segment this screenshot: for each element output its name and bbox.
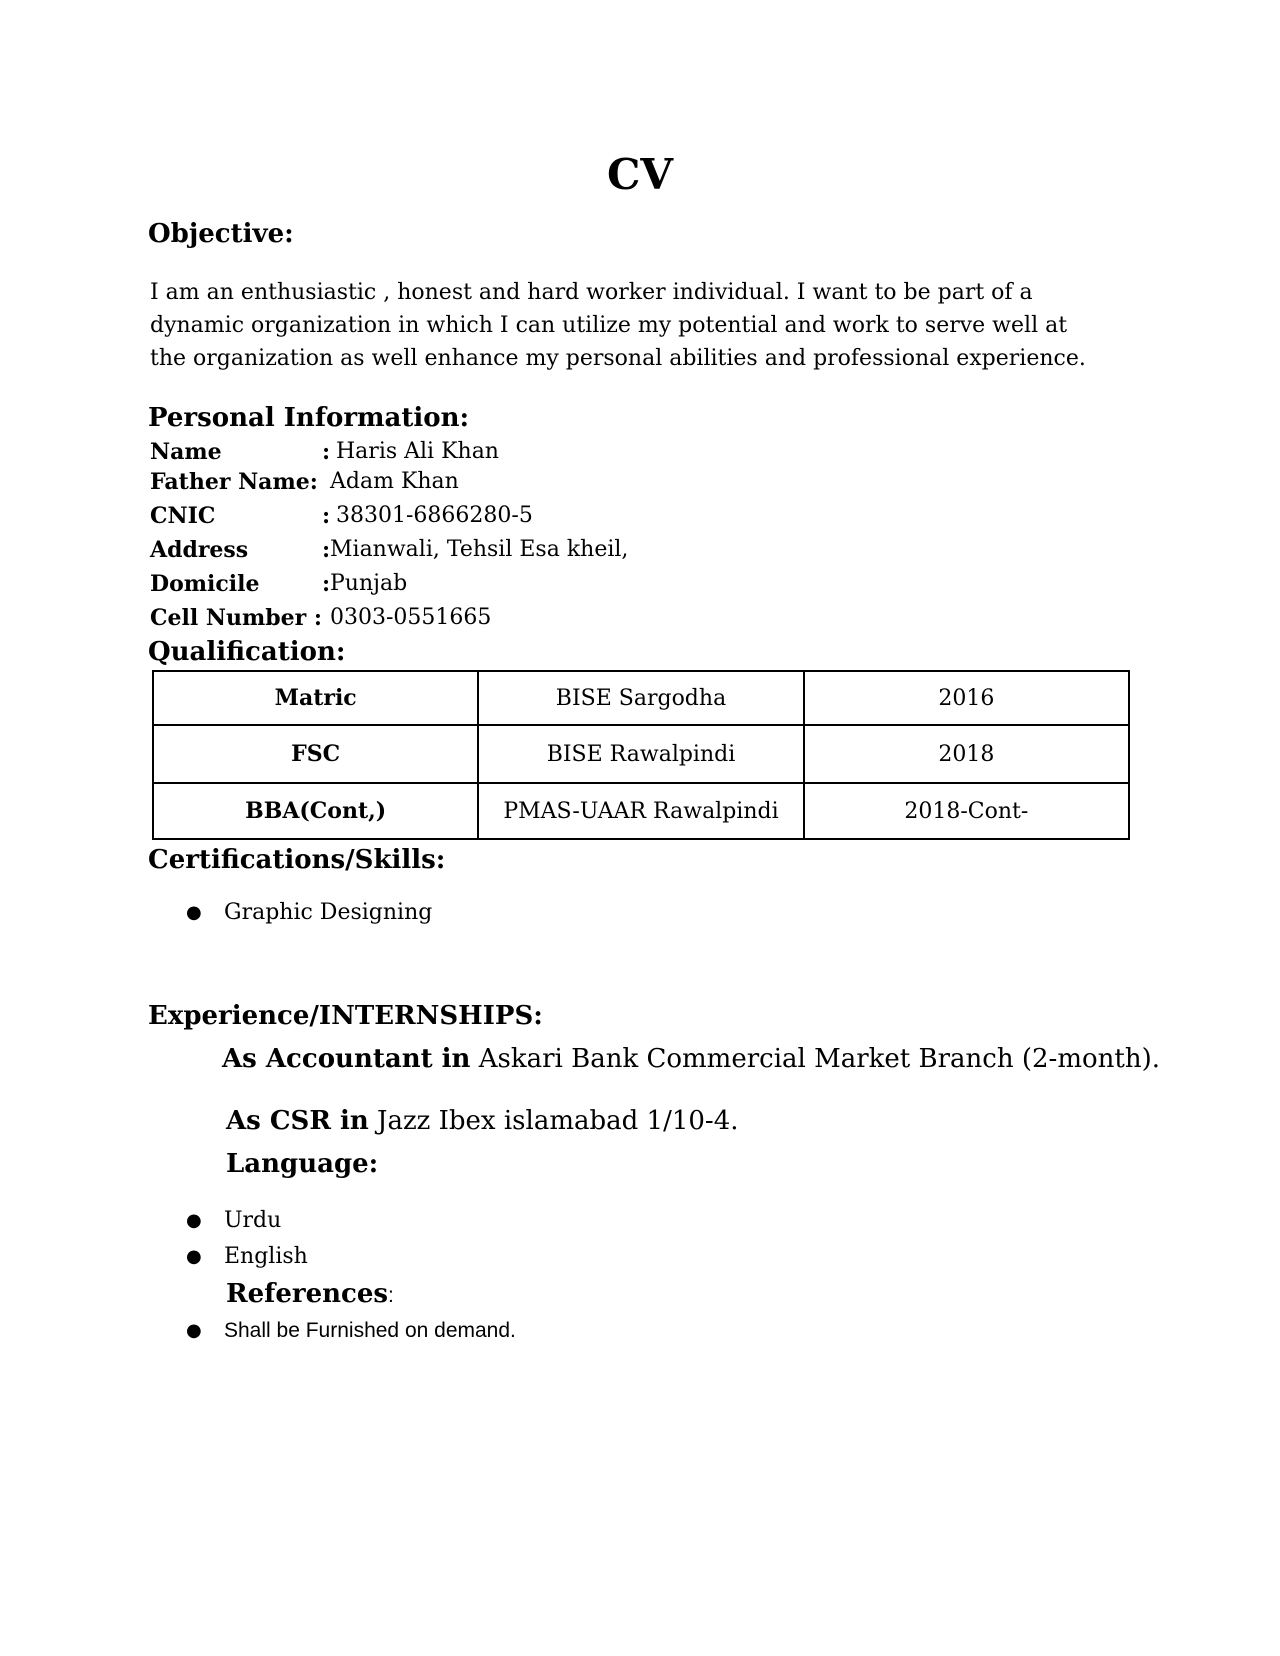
table-row: [153, 725, 1129, 783]
info-label: Domicile: [150, 571, 260, 597]
info-label: Address: [150, 537, 249, 563]
bullet-icon: ●: [186, 1210, 202, 1231]
info-separator: :: [322, 571, 331, 597]
qualification-table: [152, 670, 1130, 840]
language-item: English: [224, 1244, 308, 1269]
skill-item: Graphic Designing: [224, 900, 433, 925]
table-cell-degree: Matric: [153, 671, 478, 725]
experience-place: Askari Bank Commercial Market Branch (2-month).: [470, 1044, 1160, 1074]
info-value: 0303-0551665: [330, 605, 492, 630]
table-cell-degree: BBA(Cont,): [153, 783, 478, 839]
info-label: Name: [150, 439, 222, 465]
experience-role: As Accountant in: [222, 1044, 471, 1074]
info-value: Mianwali, Tehsil Esa kheil,: [330, 537, 629, 562]
references-heading: [226, 1278, 394, 1312]
bullet-icon: ●: [186, 902, 202, 923]
language-item: Urdu: [224, 1208, 282, 1233]
info-label: Father Name:: [150, 469, 318, 495]
experience-heading: Experience/INTERNSHIPS:: [148, 1001, 543, 1031]
bullet-icon: ●: [186, 1320, 202, 1341]
bullet-icon: ●: [186, 1246, 202, 1267]
table-cell-board: BISE Sargodha: [478, 671, 803, 725]
table-cell-board: PMAS-UAAR Rawalpindi: [478, 783, 803, 839]
objective-heading: Objective:: [148, 219, 294, 249]
references-heading-text: References: [226, 1279, 389, 1309]
experience-role: As CSR in: [226, 1106, 369, 1136]
experience-place: Jazz Ibex islamabad 1/10-4.: [368, 1106, 739, 1136]
experience-item: [222, 1042, 1160, 1076]
info-value: 38301-6866280-5: [336, 503, 533, 528]
table-cell-board: BISE Rawalpindi: [478, 725, 803, 783]
info-separator: :: [322, 503, 331, 529]
experience-item: [226, 1104, 739, 1138]
info-separator: :: [322, 439, 331, 465]
info-label: CNIC: [150, 503, 216, 529]
qualification-heading: Qualification:: [148, 637, 346, 667]
table-cell-degree: FSC: [153, 725, 478, 783]
language-heading: Language:: [226, 1149, 379, 1179]
info-value: Haris Ali Khan: [336, 439, 499, 464]
info-separator: :: [322, 537, 331, 563]
references-colon: :: [388, 1284, 394, 1307]
info-value: Adam Khan: [330, 469, 459, 494]
table-row: [153, 671, 1129, 725]
table-cell-year: 2018-Cont-: [804, 783, 1129, 839]
table-row: [153, 783, 1129, 839]
references-item: Shall be Furnished on demand.: [224, 1319, 516, 1342]
info-value: Punjab: [330, 571, 408, 596]
page-title: CV: [606, 150, 673, 199]
personal-info-heading: Personal Information:: [148, 403, 470, 433]
table-cell-year: 2018: [804, 725, 1129, 783]
skills-heading: Certifications/Skills:: [148, 845, 446, 875]
objective-text: I am an enthusiastic , honest and hard worker individual. I want to be part of a dynamic organization in which I can utilize my potential and work to serve well at the organization as well enhance my personal abilities and professional experience.: [150, 280, 1086, 371]
info-label: Cell Number :: [150, 605, 323, 631]
table-cell-year: 2016: [804, 671, 1129, 725]
